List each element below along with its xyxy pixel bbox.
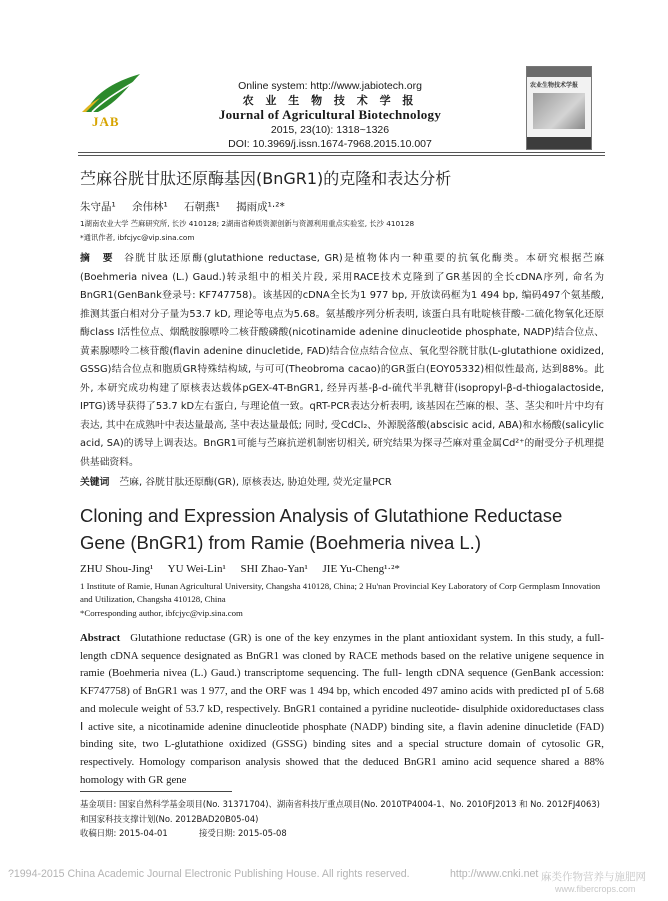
author-cn: 揭雨成¹·²* — [236, 201, 285, 213]
header-rule-2 — [78, 155, 605, 156]
logo-text: JAB — [92, 114, 120, 129]
header-rule — [78, 152, 605, 153]
journal-cover-thumbnail — [526, 66, 592, 150]
received-date: 收稿日期: 2015-04-01 — [80, 828, 168, 839]
volume-pages: 2015, 23(10): 1318~1326 — [270, 123, 390, 136]
watermark-cn: 麻类作物营养与施肥网 — [541, 871, 646, 883]
author-cn: 石朝燕¹ — [184, 201, 220, 213]
accepted-date: 接受日期: 2015-05-08 — [199, 828, 287, 839]
author-en: ZHU Shou-Jing¹ — [80, 563, 154, 575]
article-title-cn: 苎麻谷胱甘肽还原酶基因(BnGR1)的克隆和表达分析 — [80, 169, 452, 188]
journal-name-cn: 农 业 生 物 技 术 学 报 — [242, 93, 418, 107]
abstract-en — [80, 630, 604, 789]
dates-line — [80, 826, 604, 841]
abstract-text-cn: 谷胱甘肽还原酶(glutathione reductase, GR)是植物体内一种重要的抗氧化酶类。本研究根据苎麻(Boehmeria nivea (L.) Gaud.)转录组中的相关片段, 采用RACE技术克隆到了GR基因的全长cDNA序列, 命名为BnGR1(GenBank登录号: KF747758)。该基因的cDNA全长为1 977 bp, 开放读码框为1 494 bp, 编码497个氨基酸, 推测其蛋白相对分子量为53.7 kD, 理论等电点为5.68。氨基酸序列分析表明, 该蛋白具有吡啶核苷酸-二硫化物氧化还原酶class Ⅰ活性位点、烟酰胺腺嘌呤二核苷酸磷酸(nicotinamide adenine dinucleotide phosphate, NADP)结合位点、黄素腺嘌呤二核苷酸(flavin adenine dinucletide, FAD)结合位点结合位点、氧化型谷胱甘肽(L-glutathione oxidized, GSSG)结合位点和胞质GR特殊结构域, 与可可(Theobroma cacao)的GR蛋白(EOY05332)相似性最高, 达到88%。此外, 本研究成功构建了原核表达载体pGEX-4T-BnGR1, 经异丙基-β-d-硫代半乳糖苷(isopropyl-β-d-thiogalactoside, IPTG)诱导获得了53.7 kD左右蛋白, 与理论值一致。qRT-PCR表达分析表明, 该基因在苎麻的根、茎、茎尖和叶片中均有表达, 其中在成熟叶中表达量最高, 茎中表达量最低; 同时, 受CdCl₂、外源脱落酸(abscisic acid, ABA)和水杨酸(salicylic acid, SA)的诱导上调表达。BnGR1可能与苎麻抗逆机制密切相关, 研究结果为探寻苎麻对重金属Cd²⁺的耐受分子机理提供基础资料。 — [80, 253, 604, 468]
keywords-cn — [80, 474, 392, 488]
abstract-label-cn: 摘 要 — [80, 253, 115, 264]
author-cn: 朱守晶¹ — [80, 201, 116, 213]
corresponding-author-en: *Corresponding author, ibfcjyc@vip.sina.com — [80, 608, 243, 618]
corresponding-author-cn: *通讯作者, ibfcjyc@vip.sina.com — [80, 233, 195, 242]
cover-title: 农业生物技术学报 — [530, 82, 579, 89]
cover-band — [527, 67, 591, 77]
affiliation-en: 1 Institute of Ramie, Hunan Agricultural University, Changsha 410128, China; 2 Hu'nan Provincial Key Laboratory of Corp Germplasm Innovation and Utilization, Changsha 410128, China — [80, 581, 601, 604]
abstract-label-en: Abstract — [80, 632, 121, 644]
abstract-cn — [80, 250, 604, 472]
author-en: YU Wei-Lin¹ — [167, 563, 226, 575]
footnote-rule — [80, 791, 232, 792]
journal-name-en: Journal of Agricultural Biotechnology — [218, 107, 442, 122]
journal-masthead — [165, 79, 495, 152]
author-en: SHI Zhao-Yan¹ — [240, 563, 308, 575]
author-en: JIE Yu-Cheng¹·²* — [322, 563, 400, 575]
watermark-en: www.fibercrops.com — [555, 884, 636, 894]
funding-note: 基金项目: 国家自然科学基金项目(No. 31371704)、湖南省科技厅重点项目(No. 2010TP4004-1、No. 2010FJ2013 和 No. 2012FJ4063)和国家科技支撑计划(No. 2012BAD20B05-04) — [80, 799, 600, 824]
cnki-link[interactable]: http://www.cnki.net — [450, 868, 539, 880]
cover-footer — [527, 137, 591, 149]
affiliation-cn: 1湖南农业大学 苎麻研究所, 长沙 410128; 2湖南省种质资源创新与资源利用重点实验室, 长沙 410128 — [80, 219, 415, 228]
author-cn: 余伟林¹ — [132, 201, 168, 213]
author-list-en — [80, 563, 412, 575]
keywords-label-cn: 关键词 — [80, 477, 110, 488]
abstract-text-en: Glutathione reductase (GR) is one of the key enzymes in the plant antioxidant system. In this study, a full-length cDNA sequence designated as BnGR1 was cloned by RACE methods based on the relative unigene sequence in ramie (Boehmeria nivea (L.) Gaud.) transcriptome sequencing. The full- length cDNA sequence (GenBank accession: KF747758) of BnGR1 was 1 977, and the ORF was 1 494 bp, which encoded 497 amino acids with predicted pI of 5.68 and molecule weight of 53.7 kD, respectively. BnGR1 contained a pyridine nucleotide- disulphide oxidoreductases class Ⅰ active site, a nicotinamide adenine dinucleotide phosphate (NADP) binding site, a flavin adenine dinucletide (FAD) binding site, two L-glutathione oxidized (GSSG) binding sites and a special structure domain of cytosolic GR, respectively. Homology comparison analysis showed that the deduced BnGR1 amino acid sequence shared a 88% homology with GR gene — [80, 632, 604, 786]
cover-image — [533, 93, 585, 129]
article-title-en: Cloning and Expression Analysis of Glutathione Reductase Gene (BnGR1) from Ramie (Boehmeria nivea L.) — [80, 505, 563, 553]
copyright-notice: ?1994-2015 China Academic Journal Electronic Publishing House. All rights reserved. — [8, 868, 410, 880]
doi: DOI: 10.3969/j.issn.1674-7968.2015.10.007 — [228, 138, 432, 150]
author-list-cn — [80, 199, 298, 214]
journal-logo — [78, 72, 148, 134]
footnote — [80, 797, 604, 841]
keywords-text-cn: 苎麻, 谷胱甘肽还原酶(GR), 原核表达, 胁迫处理, 荧光定量PCR — [119, 477, 392, 488]
online-system: Online system: http://www.jabiotech.org — [238, 80, 422, 92]
